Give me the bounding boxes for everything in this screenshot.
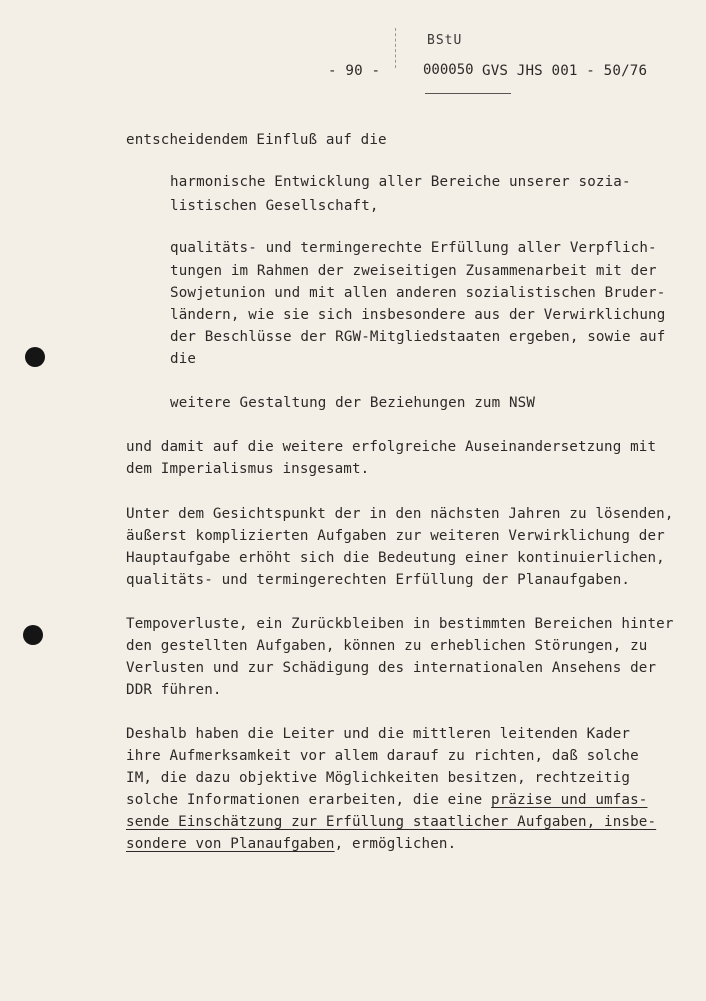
text-line: Sowjetunion und mit allen anderen sozialistischen Bruder- <box>170 285 666 301</box>
text-line: qualitäts- und termingerechten Erfüllung der Planaufgaben. <box>126 572 631 588</box>
punch-hole-bottom <box>23 625 43 645</box>
text-line: listischen Gesellschaft, <box>170 198 379 214</box>
archive-stamp-label: BStU <box>427 33 463 48</box>
text-line: Verlusten und zur Schädigung des internationalen Ansehens der <box>126 660 657 676</box>
underlined-text: präzise und umfas- <box>491 792 648 808</box>
text-line: ihre Aufmerksamkeit vor allem darauf zu richten, daß solche <box>126 748 639 764</box>
text-line: dem Imperialismus insgesamt. <box>126 461 370 477</box>
text-line: die <box>170 351 197 367</box>
text-line: Unter dem Gesichtspunkt der in den nächsten Jahren zu lösenden, <box>126 506 674 522</box>
stamp-underline <box>425 93 511 94</box>
text-segment: , ermöglichen. <box>334 836 457 852</box>
stamp-border <box>395 28 397 68</box>
text-line: harmonische Entwicklung aller Bereiche unserer sozia- <box>170 174 631 190</box>
text-line: tungen im Rahmen der zweiseitigen Zusammenarbeit mit der <box>170 263 657 279</box>
text-line: und damit auf die weitere erfolgreiche Auseinandersetzung mit <box>126 439 657 455</box>
text-line: den gestellten Aufgaben, können zu erheblichen Störungen, zu <box>126 638 648 654</box>
text-line: ländern, wie sie sich insbesondere aus der Verwirklichung <box>170 307 666 323</box>
text-line: Hauptaufgabe erhöht sich die Bedeutung einer kontinuierlichen, <box>126 550 665 566</box>
text-line: Deshalb haben die Leiter und die mittleren leitenden Kader <box>126 726 631 742</box>
text-line: IM, die dazu objektive Möglichkeiten besitzen, rechtzeitig <box>126 770 631 786</box>
text-line <box>126 837 456 851</box>
text-segment: solche Informationen erarbeiten, die eine <box>126 792 492 808</box>
text-line: weitere Gestaltung der Beziehungen zum NSW <box>170 395 536 411</box>
punch-hole-top <box>25 347 45 367</box>
archive-stamp-number: 000050 <box>423 62 474 78</box>
text-line: qualitäts- und termingerechte Erfüllung aller Verpflich- <box>170 240 657 256</box>
document-reference: GVS JHS 001 - 50/76 <box>482 63 648 79</box>
text-line: äußerst komplizierten Aufgaben zur weiteren Verwirklichung der <box>126 528 665 544</box>
underlined-text-line: sende Einschätzung zur Erfüllung staatlicher Aufgaben, insbe- <box>126 814 657 830</box>
text-line: DDR führen. <box>126 682 222 698</box>
text-line: Tempoverluste, ein Zurückbleiben in bestimmten Bereichen hinter <box>126 616 674 632</box>
page-number: - 90 - <box>328 63 381 79</box>
text-line: der Beschlüsse der RGW-Mitgliedstaaten ergeben, sowie auf <box>170 329 666 345</box>
underlined-text: sondere von Planaufgaben <box>126 836 335 852</box>
text-line <box>126 793 648 807</box>
text-line: entscheidendem Einfluß auf die <box>126 132 387 148</box>
